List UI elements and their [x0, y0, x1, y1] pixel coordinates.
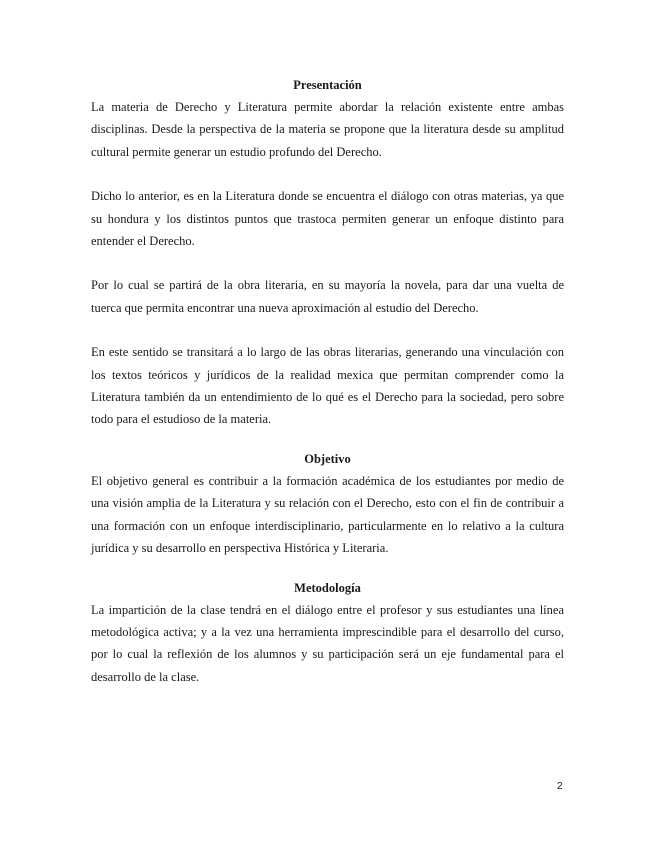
section-spacer: [91, 560, 564, 577]
heading-presentacion: Presentación: [293, 78, 362, 92]
paragraph-presentacion-1: La materia de Derecho y Literatura permite abordar la relación existente entre ambas disciplinas. Desde la perspectiva de la materia se propone que la literatura desde su amplitud cultural permite generar un estudio profundo del Derecho.: [91, 100, 564, 159]
paragraph-objetivo-1: El objetivo general es contribuir a la formación académica de los estudiantes por medio de una visión amplia de la Literatura y su relación con el Derecho, esto con el fin de contribuir a una formación con un enfoque interdisciplinario, particularmente en lo relativo a la cultura jurídica y su desarrollo en perspectiva Histórica y Literaria.: [91, 473, 564, 556]
page-number: 2: [557, 781, 563, 792]
heading-objetivo: Objetivo: [304, 451, 351, 466]
paragraph-spacer: [91, 252, 564, 274]
paragraph-spacer: [91, 319, 564, 341]
paragraph-metodologia-1: La impartición de la clase tendrá en el diálogo entre el profesor y sus estudiantes una línea metodológica activa; y a la vez una herramienta imprescindible para el desarrollo del curso, por lo cual la reflexión de los alumnos y su participación será un eje fundamental para el desarrollo de la clase.: [91, 602, 564, 684]
page-content: [91, 74, 564, 688]
section-spacer: [91, 431, 564, 448]
heading-metodologia: Metodología: [294, 580, 361, 595]
paragraph-presentacion-2: Dicho lo anterior, es en la Literatura donde se encuentra el diálogo con otras materias, ya que su hondura y los distintos puntos que trastoca permiten generar un enfoque distinto para entender el Derecho.: [91, 189, 564, 249]
paragraph-spacer: [91, 163, 564, 185]
paragraph-presentacion-4: En este sentido se transitará a lo largo de las obras literarias, generando una vinculación con los textos teóricos y jurídicos de la realidad mexica que permitan comprender como la Literatura también da un entendimiento de lo qué es el Derecho para la sociedad, pero sobre todo para el estudioso de la materia.: [91, 345, 564, 427]
paragraph-presentacion-3: Por lo cual se partirá de la obra literaria, en su mayoría la novela, para dar una vuelta de tuerca que permita encontrar una nueva aproximación al estudio del Derecho.: [91, 278, 564, 315]
